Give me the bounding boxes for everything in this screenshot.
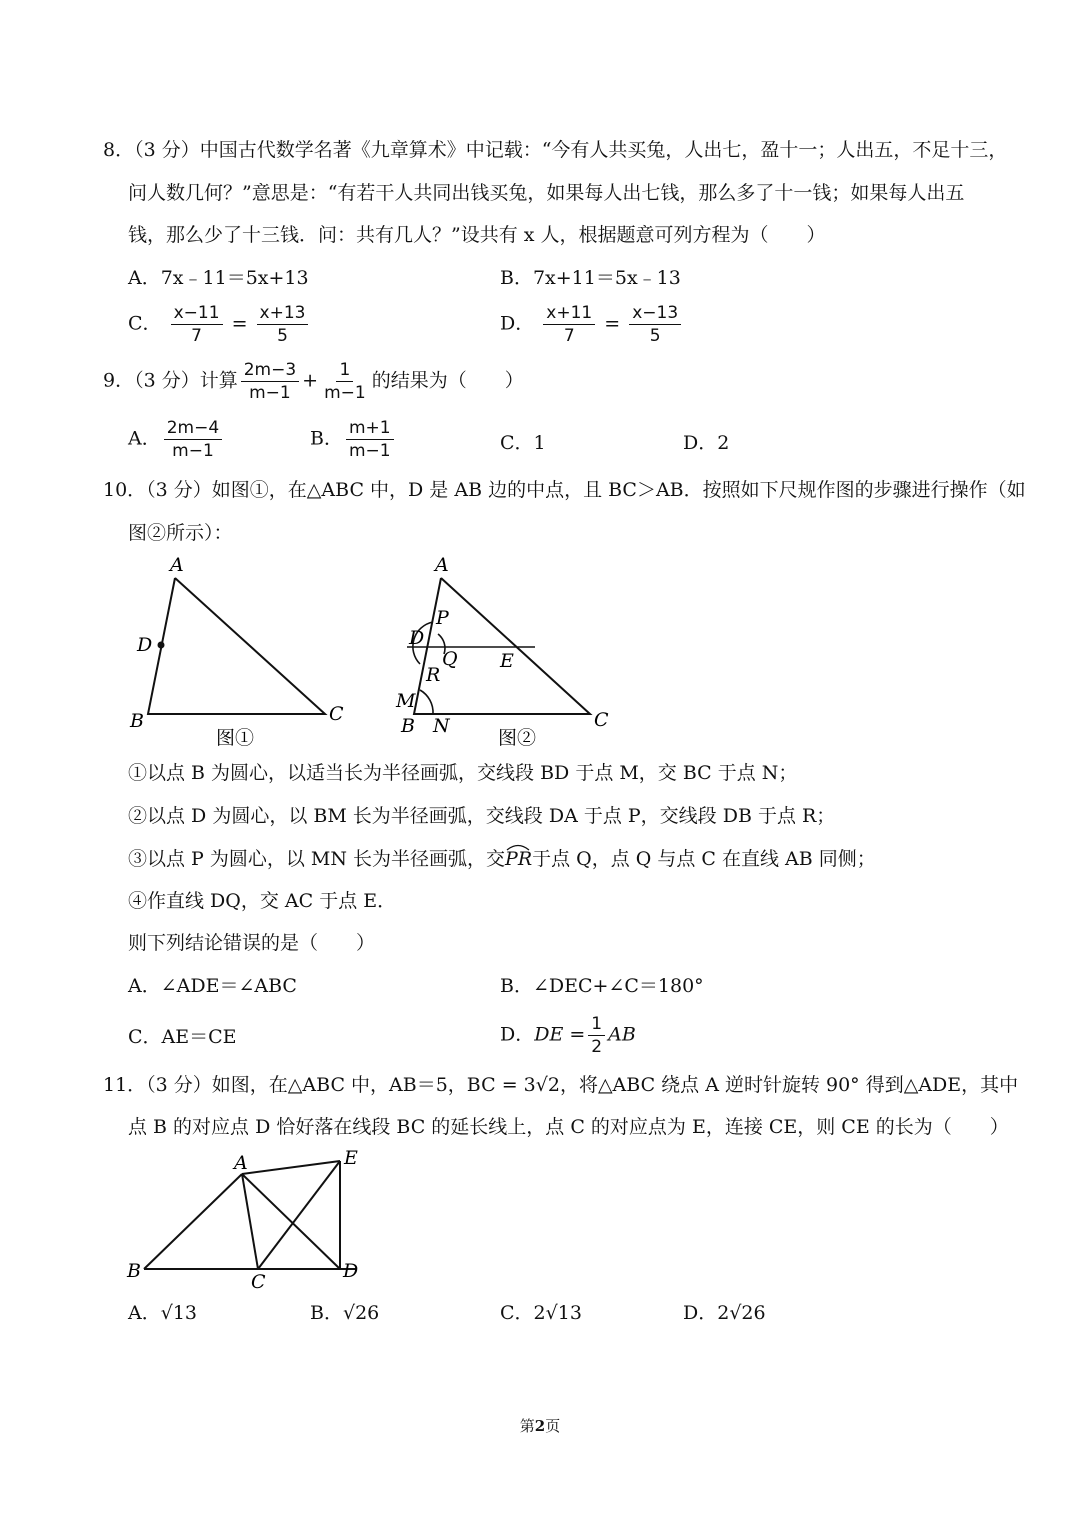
denominator: m−1 — [324, 383, 366, 403]
q11-line-2: 点 B 的对应点 D 恰好落在线段 BC 的延长线上，点 C 的对应点为 E，连接 CE，则 CE 的长为（ ） — [128, 1116, 1009, 1138]
equals-sign: = — [231, 312, 248, 335]
line-ad — [242, 1174, 340, 1269]
arc-mn — [420, 690, 433, 714]
q10-option-b: B．∠DEC+∠C＝180° — [500, 975, 704, 997]
figure-1-caption: 图① — [216, 727, 255, 749]
numerator: x−11 — [171, 303, 223, 325]
q8-line-1: 8．（3 分）中国古代数学名著《九章算术》中记载：“今有人共买兔，人出七，盈十一；人出五，不足十三， — [103, 139, 1008, 161]
q10-line-1: 10．（3 分）如图①，在△ABC 中，D 是 AB 边的中点，且 BC＞AB．按照如下尺规作图的步骤进行操作（如 — [103, 479, 1026, 501]
label-b: B — [127, 1260, 141, 1282]
q11-figure — [120, 1145, 380, 1295]
label-e: E — [344, 1147, 358, 1169]
triangle-abc — [414, 578, 590, 714]
equals-sign: = — [604, 312, 621, 335]
q11-option-c: C．2√13 — [500, 1302, 582, 1324]
q10-line-2: 图②所示）： — [128, 522, 233, 544]
q11-option-d: D．2√26 — [683, 1302, 766, 1324]
line-ab — [144, 1174, 242, 1269]
step-3-prefix: ③以点 P 为圆心，以 MN 长为半径画弧，交 — [128, 848, 506, 870]
q11-line-1: 11．（3 分）如图，在△ABC 中，AB＝5，BC = 3√2，将△ABC 绕点 A 逆时针旋转 90° 得到△ADE，其中 — [103, 1074, 1019, 1096]
fraction — [164, 418, 222, 461]
denominator: m−1 — [348, 441, 391, 461]
plus-sign: + — [302, 369, 319, 392]
q8-option-a: A．7x﹣11＝5x+13 — [128, 267, 309, 289]
figure-1 — [129, 554, 344, 749]
line-ae — [242, 1161, 340, 1174]
q10-option-d — [500, 1014, 636, 1057]
q10-step-3 — [128, 846, 876, 872]
q8-line-3: 钱，那么少了十三钱．问：共有几人？”设共有 x 人，根据题意可列方程为（ ） — [128, 224, 826, 246]
page-number — [0, 1415, 1080, 1436]
option-label: D． — [500, 1023, 535, 1046]
option-label: A． — [128, 427, 161, 450]
denominator: 5 — [649, 326, 661, 346]
fraction — [257, 303, 309, 346]
page-number-suffix: 页 — [545, 1417, 561, 1435]
q9-prefix: 9．（3 分）计算 — [103, 369, 238, 392]
label-e: E — [500, 650, 514, 672]
numerator: 1 — [588, 1014, 605, 1036]
numerator: 2m−3 — [241, 360, 299, 382]
q8-option-c — [128, 303, 311, 346]
numerator: x+13 — [257, 303, 309, 325]
q10-figures — [120, 550, 640, 755]
line-ce — [258, 1161, 340, 1269]
q10-option-a: A．∠ADE＝∠ABC — [128, 975, 297, 997]
label-m: M — [396, 690, 416, 712]
fraction — [171, 303, 223, 346]
fraction — [588, 1014, 605, 1057]
fraction — [241, 360, 299, 403]
arc-symbol-icon — [505, 843, 531, 851]
label-d: D — [137, 634, 153, 656]
fraction — [629, 303, 681, 346]
q10-step-4: ④作直线 DQ，交 AC 于点 E． — [128, 890, 397, 912]
denominator: m−1 — [172, 441, 214, 461]
q10-question: 则下列结论错误的是（ ） — [128, 932, 376, 954]
option-label: B． — [310, 427, 343, 450]
q9-option-d: D．2 — [683, 432, 730, 454]
q11-option-a: A．√13 — [128, 1302, 198, 1324]
step-3-suffix: 于点 Q，点 Q 与点 C 在直线 AB 同侧； — [532, 848, 876, 870]
triangle-abc — [148, 578, 325, 714]
label-a: A — [435, 554, 449, 576]
option-label: D． — [500, 312, 535, 335]
arc-pr-label: PR — [505, 848, 533, 870]
q10-step-2: ②以点 D 为圆心，以 BM 长为半径画弧，交线段 DA 于点 P，交线段 DB 于点 R； — [128, 805, 836, 827]
label-d: D — [409, 627, 425, 649]
q8-option-d — [500, 303, 684, 346]
q9-line — [103, 360, 524, 403]
q11-option-b: B．√26 — [310, 1302, 380, 1324]
denominator: m−1 — [249, 383, 291, 403]
denominator: 2 — [591, 1037, 603, 1057]
label-b: B — [401, 715, 415, 737]
label-a: A — [170, 554, 184, 576]
label-a: A — [234, 1152, 248, 1174]
numerator: m+1 — [346, 418, 394, 440]
numerator: 2m−4 — [164, 418, 222, 440]
label-b: B — [130, 710, 144, 732]
label-d: D — [343, 1260, 359, 1282]
label-c: C — [329, 703, 344, 725]
q8-line-2: 问人数几何？”意思是：“有若干人共同出钱买兔，如果每人出七钱，那么多了十一钱；如果每人出五 — [128, 182, 965, 204]
label-c: C — [594, 709, 609, 731]
fraction — [543, 303, 595, 346]
label-c: C — [251, 1271, 266, 1293]
numerator: x+11 — [543, 303, 595, 325]
q10-step-1: ①以点 B 为圆心，以适当长为半径画弧，交线段 BD 于点 M，交 BC 于点 N； — [128, 762, 798, 784]
q9-option-a — [128, 418, 225, 461]
label-p: P — [436, 607, 449, 629]
label-n: N — [433, 715, 450, 737]
denominator: 5 — [277, 326, 288, 346]
option-expression: AB — [608, 1023, 636, 1046]
q9-option-c: C．1 — [500, 432, 546, 454]
fraction — [346, 418, 394, 461]
page-number-prefix: 第 — [519, 1417, 535, 1435]
figure-2 — [395, 554, 609, 749]
fraction — [321, 360, 369, 403]
option-label: C． — [128, 312, 162, 335]
denominator: 7 — [563, 326, 575, 346]
midpoint-d — [158, 642, 165, 649]
denominator: 7 — [191, 326, 202, 346]
label-q: Q — [442, 648, 458, 670]
label-r: R — [426, 664, 441, 686]
figure-2-caption: 图② — [498, 727, 537, 749]
q9-option-b — [310, 418, 397, 461]
numerator: x−13 — [629, 303, 681, 325]
arc-notation — [505, 846, 532, 872]
page-number-value: 2 — [534, 1417, 546, 1435]
q8-option-b: B．7x+11＝5x﹣13 — [500, 267, 681, 289]
numerator: 1 — [336, 360, 353, 382]
option-expression: DE = — [534, 1023, 586, 1046]
q9-suffix: 的结果为（ ） — [371, 369, 524, 392]
q10-option-c: C．AE＝CE — [128, 1026, 237, 1048]
